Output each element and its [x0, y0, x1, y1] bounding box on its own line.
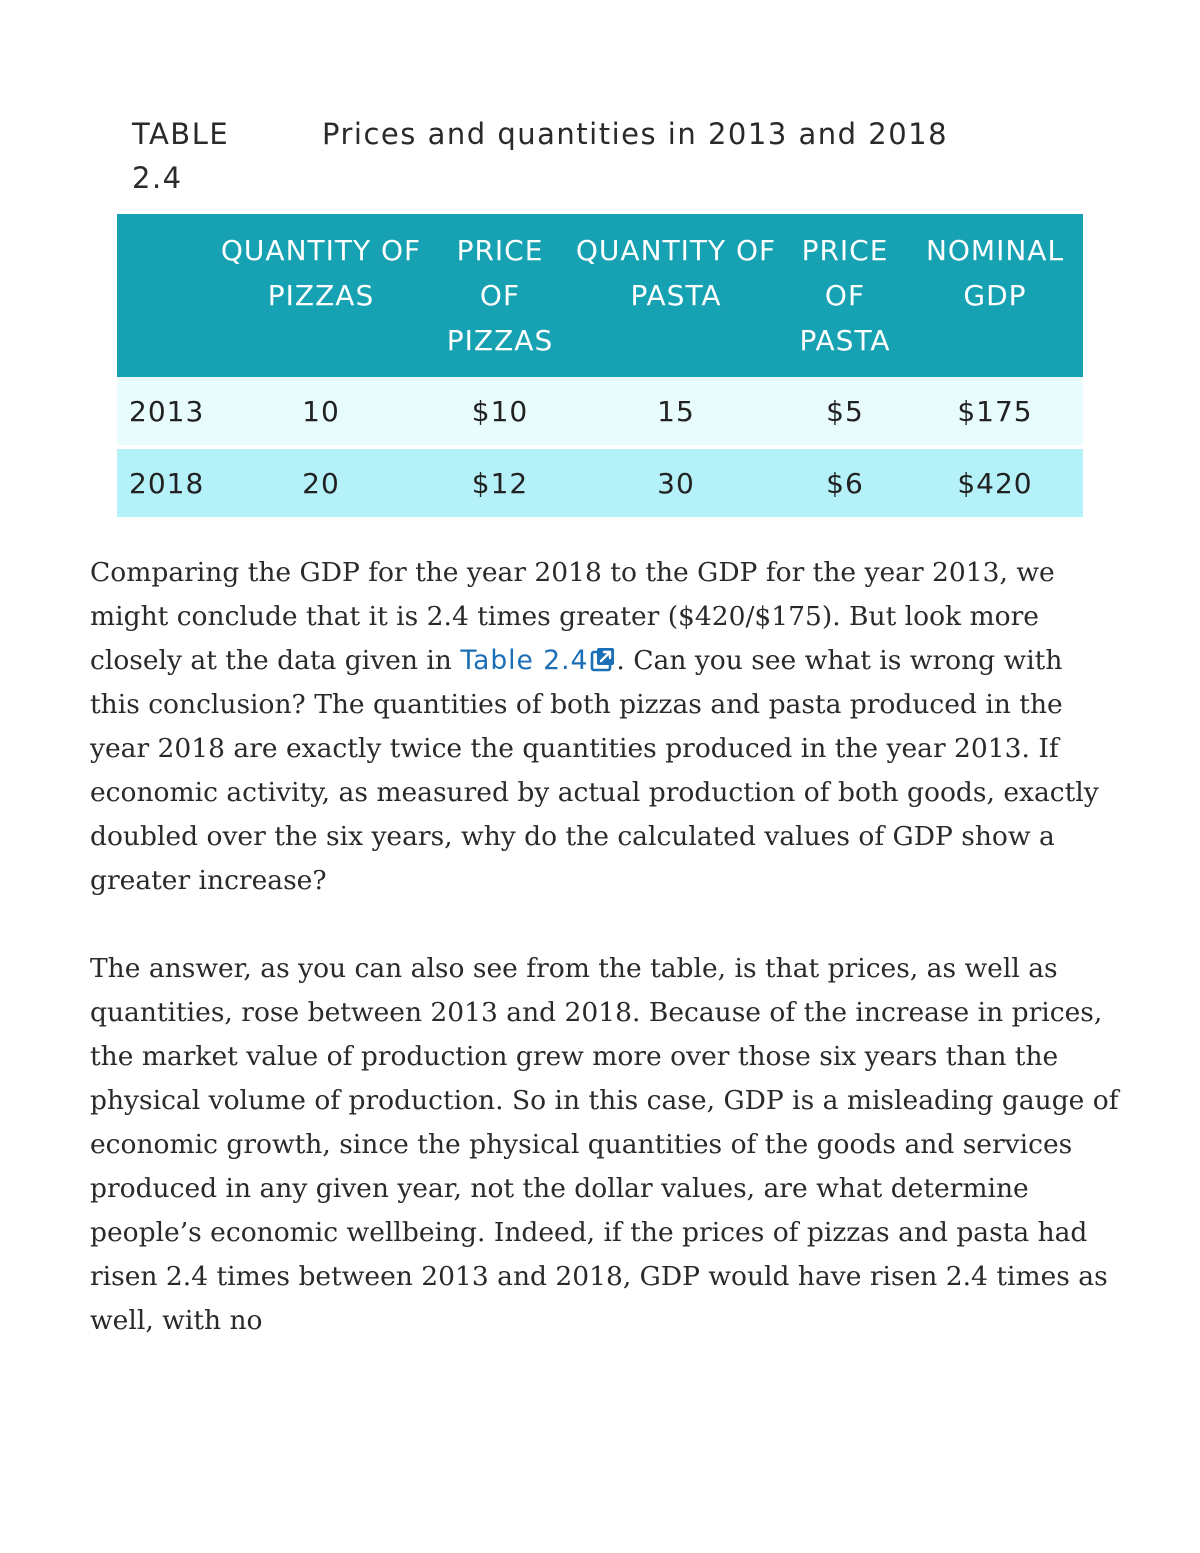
table-row — [117, 449, 1083, 517]
table-header-row — [117, 214, 1083, 377]
header-price-of-pasta: PRICE OF PASTA — [783, 214, 907, 377]
cell-quantity-of-pizzas: 10 — [211, 377, 431, 445]
prices-quantities-table — [117, 214, 1083, 517]
cell-nominal-gdp: $420 — [907, 449, 1083, 517]
cell-price-of-pizzas: $10 — [431, 377, 569, 445]
header-price-of-pizzas: PRICE OF PIZZAS — [431, 214, 569, 377]
table-link-label: Table 2.4 — [460, 645, 589, 676]
table-2-4-link[interactable] — [460, 645, 616, 676]
table-row — [117, 377, 1083, 445]
cell-quantity-of-pasta: 30 — [569, 449, 783, 517]
table-label: TABLE 2.4 — [132, 117, 230, 195]
paragraph-2: The answer, as you can also see from the table, is that prices, as well as quantities, rose between 2013 and 2018. Because of the increase in prices, the market value of production grew more over those six years than the physical volume of production. So in this case, GDP is a misleading gauge of economic growth, since the physical quantities of the goods and services produced in any given year, not the dollar values, are what determine people’s economic wellbeing. Indeed, if the prices of pizzas and pasta had risen 2.4 times between 2013 and 2018, GDP would have risen 2.4 times as well, with no — [90, 953, 1119, 1336]
cell-year: 2018 — [117, 449, 211, 517]
cell-quantity-of-pasta: 15 — [569, 377, 783, 445]
cell-year: 2013 — [117, 377, 211, 445]
paragraph-1-start: Comparing the GDP for the year 2018 to the GDP for the year 2013, we might conclude that it is 2.4 times greater ($420/$175). But look more closely at the data given in — [90, 557, 1055, 676]
external-link-icon — [590, 646, 616, 672]
cell-price-of-pasta: $6 — [783, 449, 907, 517]
cell-price-of-pizzas: $12 — [431, 449, 569, 517]
header-quantity-of-pizzas: QUANTITY OF PIZZAS — [211, 214, 431, 377]
header-quantity-of-pasta: QUANTITY OF PASTA — [569, 214, 783, 377]
header-year — [117, 214, 211, 377]
cell-quantity-of-pizzas: 20 — [211, 449, 431, 517]
paragraph-1 — [90, 551, 1120, 903]
cell-nominal-gdp: $175 — [907, 377, 1083, 445]
cell-price-of-pasta: $5 — [783, 377, 907, 445]
table-title: Prices and quantities in 2013 and 2018 — [322, 117, 949, 151]
header-nominal-gdp: NOMINAL GDP — [907, 214, 1083, 377]
body-text — [90, 551, 1120, 1387]
paragraph-1-end: . Can you see what is wrong with this conclusion? The quantities of both pizzas and pasta produced in the year 2018 are exactly twice the quantities produced in the year 2013. If economic activity, as measured by actual production of both goods, exactly doubled over the six years, why do the calculated values of GDP show a greater increase? — [90, 645, 1099, 896]
